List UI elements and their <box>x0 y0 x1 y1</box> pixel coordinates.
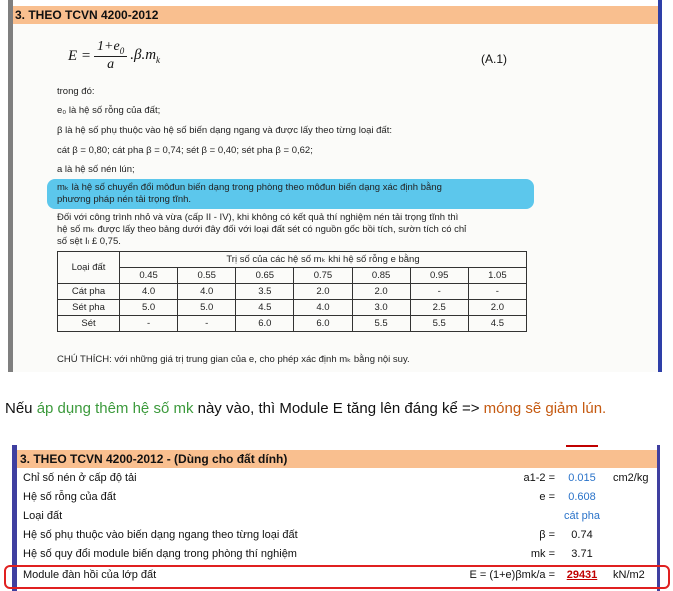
formula-lhs: E = <box>68 47 92 64</box>
row-value[interactable]: 0.015 <box>568 472 596 484</box>
row-symbol: E = (1+e)βmk/a = <box>469 569 555 581</box>
sheet-row-beta[interactable] <box>17 526 657 545</box>
e-value: 0.85 <box>352 268 410 284</box>
text-mk-1: mₖ là hệ số chuyển đổi môđun biến dạng trong phòng theo môđun biến dạng xác định bằng <box>57 182 442 193</box>
numerator-text: 1+e <box>97 39 120 55</box>
mk-cell: 4.5 <box>468 316 526 332</box>
tail-text: .β.m <box>130 47 157 63</box>
e-value: 1.05 <box>468 268 526 284</box>
mk-cell: 3.0 <box>352 300 410 316</box>
sheet-row-compression-index[interactable] <box>17 469 657 488</box>
comment-part-4: móng sẽ giảm lún. <box>483 400 607 417</box>
text-para-2: hệ số mₖ được lấy theo bảng dưới đây đối với loại đất sét có nguồn gốc bồi tích, sườn tích có chỉ <box>57 224 467 235</box>
row-symbol: a1-2 = <box>523 472 555 484</box>
row-value[interactable]: 0.74 <box>571 529 593 541</box>
row-label: Chỉ số nén ở cấp độ tải <box>23 472 137 484</box>
text-e0: e₀ là hệ số rỗng của đất; <box>57 105 161 116</box>
row-value[interactable]: 0.608 <box>568 491 596 503</box>
formula-denominator: a <box>107 56 115 72</box>
text-a: a là hệ số nén lún; <box>57 164 135 175</box>
row-label: Module đàn hồi của lớp đất <box>23 569 157 581</box>
header-group: Trị số của các hệ số mₖ khi hệ số rỗng e bằng <box>120 252 527 268</box>
comment-part-2: áp dụng thêm hệ số mk <box>36 400 194 417</box>
mk-cell: 4.0 <box>294 300 352 316</box>
formula-fraction <box>94 39 127 73</box>
right-border <box>658 0 662 372</box>
row-symbol: β = <box>539 529 555 541</box>
e-value: 0.95 <box>410 268 468 284</box>
tail-sub: k <box>156 55 161 65</box>
mk-cell: - <box>410 284 468 300</box>
table-e-row <box>58 268 527 284</box>
e-value: 0.45 <box>120 268 178 284</box>
text-trong-do: trong đó: <box>57 86 95 97</box>
mk-cell: 2.0 <box>294 284 352 300</box>
table-row <box>58 300 527 316</box>
mk-cell: 4.5 <box>236 300 294 316</box>
row-label: Hệ số phụ thuộc vào biến dạng ngang theo từng loại đất <box>23 529 298 541</box>
mk-cell: 6.0 <box>294 316 352 332</box>
mk-cell: 4.0 <box>120 284 178 300</box>
mk-table <box>57 251 527 332</box>
sheet-row-mk[interactable] <box>17 545 657 564</box>
text-beta-values: cát β = 0,80; cát pha β = 0,74; sét β = 0,40; sét pha β = 0,62; <box>57 145 313 156</box>
formula-numerator <box>94 39 127 57</box>
row-label: Loại đất <box>23 510 63 522</box>
mk-cell: 3.5 <box>236 284 294 300</box>
calculation-sheet <box>0 445 673 591</box>
e-value: 0.65 <box>236 268 294 284</box>
row-value[interactable]: cát pha <box>563 510 601 522</box>
e-value: 0.55 <box>178 268 236 284</box>
mk-cell: 6.0 <box>236 316 294 332</box>
row-symbol: e = <box>539 491 555 503</box>
table-note: CHÚ THÍCH: với những giá trị trung gian của e, cho phép xác định mₖ bằng nội suy. <box>57 354 410 365</box>
sheet-row-modulus[interactable] <box>17 566 657 585</box>
mk-cell: - <box>468 284 526 300</box>
mk-cell: 2.0 <box>468 300 526 316</box>
row-unit: kN/m2 <box>613 569 645 581</box>
header-soil: Loại đất <box>58 252 120 284</box>
red-marker <box>566 445 598 447</box>
soil-name: Sét pha <box>58 300 120 316</box>
mk-cell: - <box>120 316 178 332</box>
table-row <box>58 316 527 332</box>
row-unit: cm2/kg <box>613 472 649 484</box>
mk-cell: - <box>178 316 236 332</box>
row-symbol: mk = <box>530 548 555 560</box>
mk-cell: 4.0 <box>178 284 236 300</box>
soil-name: Cát pha <box>58 284 120 300</box>
text-mk-2: phương pháp nén tải trọng tĩnh. <box>57 194 192 205</box>
soil-name: Sét <box>58 316 120 332</box>
e-value: 0.75 <box>294 268 352 284</box>
table-row <box>58 284 527 300</box>
row-value[interactable]: 29431 <box>566 569 598 581</box>
mk-cell: 5.5 <box>410 316 468 332</box>
section-heading: 3. THEO TCVN 4200-2012 <box>13 6 658 24</box>
mk-cell: 5.0 <box>120 300 178 316</box>
mk-cell: 5.5 <box>352 316 410 332</box>
row-value[interactable]: 3.71 <box>571 548 593 560</box>
mk-cell: 2.0 <box>352 284 410 300</box>
sheet-row-soil-type[interactable] <box>17 507 657 526</box>
equation-number: (A.1) <box>481 52 508 66</box>
text-beta: β là hệ số phụ thuộc vào hệ số biến dạng ngang và được lấy theo từng loại đất: <box>57 125 392 136</box>
mk-cell: 2.5 <box>410 300 468 316</box>
comment-part-1: Nếu <box>5 400 37 417</box>
mk-cell: 5.0 <box>178 300 236 316</box>
sheet-heading: 3. THEO TCVN 4200-2012 - (Dùng cho đất dính) <box>17 450 657 468</box>
formula-tail <box>130 47 160 65</box>
text-para-3: số sệt Iₗ £ 0,75. <box>57 236 121 247</box>
row-label: Hệ số rỗng của đất <box>23 491 116 503</box>
text-para-1: Đối với công trình nhỏ và vừa (cấp II - IV), khi không có kết quả thí nghiệm nén tải trọng tĩnh thì <box>57 212 459 223</box>
formula-a1 <box>68 34 160 78</box>
commentary-text <box>5 397 665 421</box>
table-header-row <box>58 252 527 268</box>
comment-part-3: này vào, thì Module E tăng lên đáng kể => <box>193 400 484 417</box>
row-label: Hệ số quy đổi module biến dạng trong phòng thí nghiệm <box>23 548 297 560</box>
numerator-sub: 0 <box>119 45 125 56</box>
sheet-row-void-ratio[interactable] <box>17 488 657 507</box>
